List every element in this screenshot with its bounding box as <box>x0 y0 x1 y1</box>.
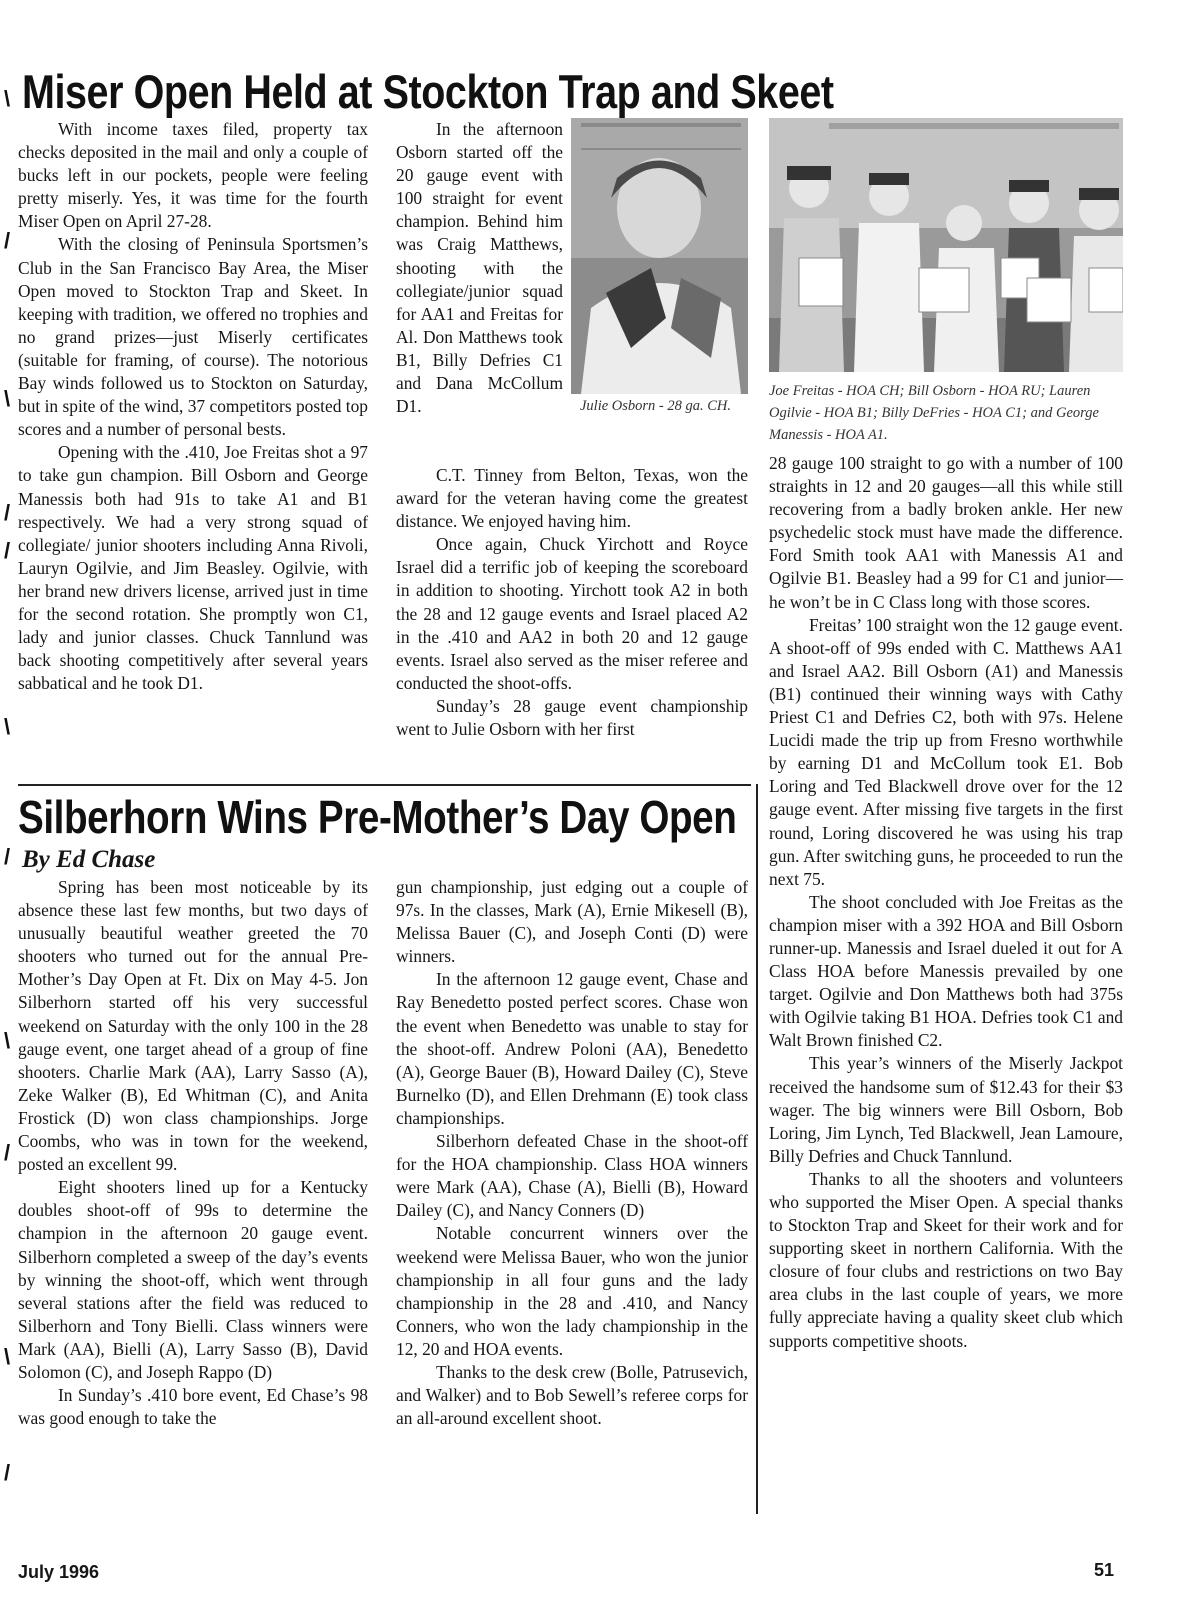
paragraph: C.T. Tinney from Belton, Texas, won the award for the veteran having come the greatest distance. We enjoyed having him. <box>396 465 748 532</box>
scan-tick-mark: / <box>4 538 11 563</box>
article1-column-1 <box>18 118 368 695</box>
paragraph: Eight shooters lined up for a Kentucky doubles shoot-off of 99s to determine the champion in the afternoon 20 gauge event. Silberhorn completed a sweep of the day’s events by winning the shoot-off, which went through several stations after the field was reduced to Silberhorn and Tony Bielli. Class winners were Mark (AA), Bielli (A), Larry Sasso (B), David Solomon (C), and Joseph Rappo (D) <box>18 1177 368 1382</box>
paragraph: Freitas’ 100 straight won the 12 gauge event. A shoot-off of 99s ended with C. Matthews AA1 and Israel AA2. Bill Osborn (A1) and Manessis (B1) continued their winning ways with Cathy Priest C1 and Defries C2, both with 97s. Helene Lucidi made the trip up from Fresno worthwhile by earning D1 and McCollum took E1. Bob Loring and Ted Blackwell drove over for the 12 gauge event. After missing five targets in the first round, Loring discovered he was using his trap gun. After switching guns, he proceeded to run the next 75. <box>769 614 1123 889</box>
scan-tick-mark: / <box>4 1460 11 1485</box>
paragraph: With income taxes filed, property tax checks deposited in the mail and only a couple of bucks left in our pockets, people were feeling pretty miserly. Yes, it was time for the fourth Miser Open on April 27-28. <box>18 119 368 232</box>
paragraph: 28 gauge 100 straight to go with a number of 100 straights in 12 and 20 gauges—all this while still recovering from a badly broken ankle. Her new psychedelic stock must have made the difference. Ford Smith took AA1 with Manessis A1 and Ogilvie B1. Beasley had a 99 for C1 and junior—he won’t be in C Class long with those scores. <box>769 453 1123 612</box>
article2-byline: By Ed Chase <box>22 846 156 873</box>
column-divider-rule <box>756 784 758 1514</box>
paragraph: With the closing of Peninsula Sportsmen’s Club in the San Francisco Bay Area, the Miser Open moved to Stockton Trap and Skeet. In keeping with tradition, we offered no trophies and no grand prizes—just Miserly certificates (suitable for framing, of course). The notorious Bay winds followed us to Stockton on Saturday, but in spite of the wind, 37 competitors posted top scores and a number of personal bests. <box>18 234 368 440</box>
scan-tick-mark: \ <box>4 1344 11 1369</box>
scan-tick-mark: \ <box>4 1028 11 1053</box>
article2-column-2 <box>396 876 748 1430</box>
paragraph: In Sunday’s .410 bore event, Ed Chase’s 98 was good enough to take the <box>18 1385 368 1429</box>
paragraph: Notable concurrent winners over the weekend were Melissa Bauer, who won the junior championship in all four guns and the lady championship in the 28 and .410, and Nancy Conners, who won the lady championship in the 12, 20 and HOA events. <box>396 1223 748 1359</box>
scan-tick-mark: / <box>4 1140 11 1165</box>
scan-tick-mark: / <box>4 844 11 869</box>
julie-osborn-photo-caption: Julie Osborn - 28 ga. CH. <box>580 398 732 414</box>
article2-column-1 <box>18 876 368 1430</box>
paragraph: Once again, Chuck Yirchott and Royce Israel did a terrific job of keeping the scoreboard in addition to shooting. Yirchott took A2 in both the 28 and 12 gauge events and Israel placed A2 in the .410 and AA2 in both 20 and 12 gauge events. Israel also served as the miser referee and conducted the shoot-offs. <box>396 534 748 693</box>
paragraph: In the afternoon 12 gauge event, Chase and Ray Benedetto posted perfect scores. Chase won the event when Benedetto was unable to stay for the shoot-off. Andrew Poloni (AA), Benedetto (A), George Bauer (B), Howard Dailey (C), Steve Burnelko (D), and Ellen Drehmann (E) took class championships. <box>396 969 748 1128</box>
scan-tick-mark: \ <box>4 386 11 411</box>
paragraph: This year’s winners of the Miserly Jackpot received the handsome sum of $12.43 for their $3 wager. The big winners were Bill Osborn, Bob Loring, Jim Lynch, Ted Blackwell, Jean Lamoure, Billy Defries and Chuck Tannlund. <box>769 1053 1123 1166</box>
paragraph: Silberhorn defeated Chase in the shoot-off for the HOA championship. Class HOA winners were Mark (AA), Chase (A), Bielli (B), Howard Dailey (C), and Nancy Conners (D) <box>396 1131 748 1221</box>
scan-tick-mark: / <box>4 500 11 525</box>
scan-tick-mark: \ <box>4 714 11 739</box>
article2-title: Silberhorn Wins Pre-Mother’s Day Open <box>18 791 737 843</box>
group-photo-icon <box>769 118 1123 372</box>
page-number: 51 <box>1094 1560 1115 1580</box>
issue-date: July 1996 <box>18 1562 100 1582</box>
article1-column-3 <box>769 452 1123 1353</box>
paragraph: Opening with the .410, Joe Freitas shot a 97 to take gun champion. Bill Osborn and George Manessis both had 91s to take A1 and B1 respectively. We had a very strong squad of collegiate/ junior shooters including Anna Rivoli, Lauryn Ogilvie, and Jim Beasley. Ogilvie, with her brand new drivers license, arrived just in time for the second rotation. She promptly won C1, lady and junior classes. Chuck Tannlund was back shooting competitively after several years sabbatical and he took D1. <box>18 442 368 694</box>
paragraph: In the afternoon Osborn started off the 20 gauge event with 100 straight for event champion. Behind him was Craig Matthews, shooting with the collegiate/junior squad for AA1 and Freitas for Al. Don Matthews took B1, Billy Defries C1 and Dana McCollum D1. <box>396 119 563 417</box>
portrait-photo-icon <box>571 118 748 394</box>
scan-tick-mark: \ <box>4 86 11 111</box>
article1-column-2 <box>396 118 748 418</box>
julie-osborn-photo <box>571 118 748 394</box>
paragraph: Spring has been most noticeable by its absence these last few months, but two days of unusually beautiful weather greeted the 70 shooters who turned out for the annual Pre-Mother’s Day Open at Ft. Dix on May 4-5. Jon Silberhorn started off his very successful weekend on Saturday with the only 100 in the 28 gauge event, one target ahead of a group of fine shooters. Charlie Mark (AA), Larry Sasso (A), Zeke Walker (B), Ed Whitman (C), and Anita Frostick (D) won class championships. Jorge Coombs, who was in town for the weekend, posted an excellent 99. <box>18 877 368 1175</box>
paragraph: Sunday’s 28 gauge event championship went to Julie Osborn with her first <box>396 695 748 740</box>
scan-tick-mark: / <box>4 228 11 253</box>
paragraph: Thanks to the desk crew (Bolle, Patrusevich, and Walker) and to Bob Sewell’s referee corps for an all-around excellent shoot. <box>396 1361 748 1429</box>
paragraph: gun championship, just edging out a couple of 97s. In the classes, Mark (A), Ernie Mikesell (B), Melissa Bauer (C), and Joseph Conti (D) were winners. <box>396 877 748 967</box>
winners-group-photo <box>769 118 1123 372</box>
winners-group-photo-caption: Joe Freitas - HOA CH; Bill Osborn - HOA RU; Lauren Ogilvie - HOA B1; Billy DeFries - HOA C1; and George Manessis - HOA A1. <box>769 383 1099 443</box>
article1-column-2-continued <box>396 464 748 741</box>
paragraph: The shoot concluded with Joe Freitas as the champion miser with a 392 HOA and Bill Osborn runner-up. Manessis and Israel dueled it out for A Class HOA before Manessis prevailed by one target. Ogilvie and Don Matthews both had 375s with Ogilvie taking B1 HOA. Defries took C1 and Walt Brown finished C2. <box>769 891 1123 1051</box>
article-divider-rule <box>18 784 751 786</box>
paragraph: Thanks to all the shooters and volunteers who supported the Miser Open. A special thanks to Stockton Trap and Skeet for their work and for supporting skeet in northern California. With the closure of four clubs and restrictions on two Bay area clubs in the last couple of years, we more fully appreciate having a quality skeet club which supports competitive shoots. <box>769 1168 1123 1351</box>
article1-title: Miser Open Held at Stockton Trap and Skeet <box>22 65 834 118</box>
